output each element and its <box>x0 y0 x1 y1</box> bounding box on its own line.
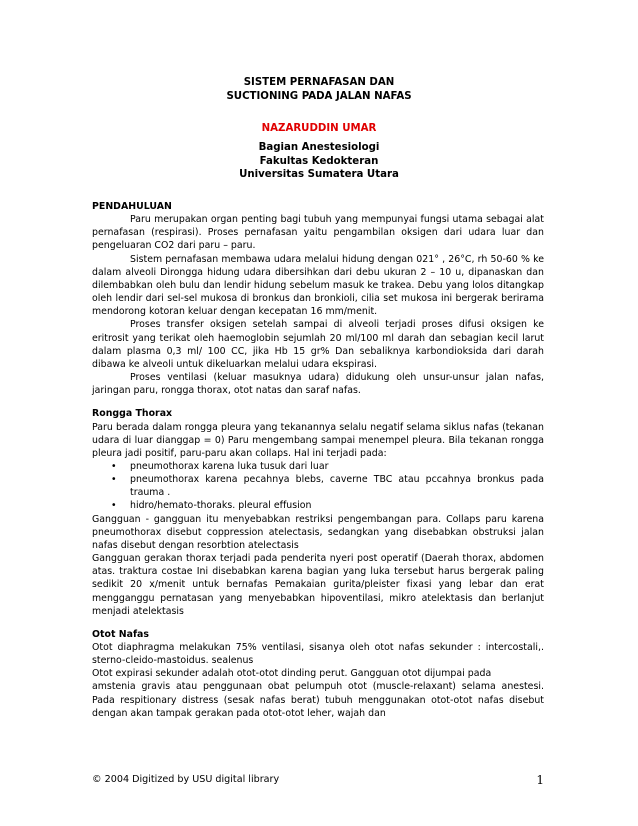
list-item <box>111 499 544 512</box>
paragraph: amstenia gravis atau penggunaan obat pelumpuh otot (muscle-relaxant) selama anestesi. Pada respitionary distress (sesak nafas berat) tubuh menggunakan otot-otot nafas disebut dengan akan tampak gerakan pada otot-otot leher, wajah dan <box>92 681 544 719</box>
paragraph: Otot diaphragma melakukan 75% ventilasi, sisanya oleh otot nafas sekunder : intercostali,. sterno-cleido-mastoidus. sealenus <box>92 642 544 667</box>
page-number: 1 <box>536 773 544 787</box>
list-item <box>111 473 544 499</box>
section-heading-rongga-thorax: Rongga Thorax <box>92 408 173 420</box>
page-footer <box>92 774 544 785</box>
author-name: NAZARUDDIN UMAR <box>261 123 377 134</box>
section-heading-pendahuluan: PENDAHULUAN <box>92 201 172 212</box>
affiliation-university: Universitas Sumatera Utara <box>239 169 399 180</box>
paragraph: Sistem pernafasan membawa udara melalui hidung dengan 021° , 26°C, rh 50-60 % ke dalam alveoli Dirongga hidung udara dibersihkan dari debu ukuran 2 – 10 u, dipanaskan dan dilembabkan oleh bulu dan lendir hidung sebelum masuk ke trakea. Debu yang lolos ditangkap oleh lendir dari sel-sel mukosa di bronkus dan bronkioli, cilia set mukosa ini bergerak berirama mendorong kotoran keluar dengan kecepatan 16 mm/menit. <box>92 253 544 318</box>
section-spacer <box>92 397 544 407</box>
affiliation-department: Bagian Anestesiologi <box>258 142 380 153</box>
bullet-icon: • <box>111 500 117 512</box>
paragraph: Proses ventilasi (keluar masuknya udara) didukung oleh unsur-unsur jalan nafas, jaringan paru, rongga thorax, otot natas dan saraf nafas. <box>92 372 544 397</box>
list-item-text: pneumothorax karena pecahnya blebs, caverne TBC atau pccahnya bronkus pada trauma . <box>130 474 544 499</box>
list-item <box>111 460 544 473</box>
affiliation <box>0 141 638 182</box>
paragraph: Proses transfer oksigen setelah sampai di alveoli terjadi proses difusi oksigen ke eritrosit yang terikat oleh haemoglobin sejumlah 20 ml/100 ml darah dan sebagian kecil larut dalam plasma 0,3 ml/ 100 CC, jika Hb 15 gr% Dan sebaliknya karbondioksida dari darah dibawa ke alveoli untuk dikeluarkan melalui udara ekspirasi. <box>92 319 544 370</box>
section-spacer <box>92 618 544 628</box>
paragraph: Otot expirasi sekunder adalah otot-otot dinding perut. Gangguan otot dijumpai pada <box>92 668 492 680</box>
paragraph: Paru berada dalam rongga pleura yang tekanannya selalu negatif selama siklus nafas (tekanan udara di luar dianggap = 0) Paru mengembang sampai menempel pleura. Bila tekanan rongga pleura jadi positif, paru-paru akan collaps. Hal ini terjadi pada: <box>92 421 544 459</box>
paragraph: Paru merupakan organ penting bagi tubuh yang mempunyai fungsi utama sebagai alat pernafasan (respirasi). Proses pernafasan yaitu pengambilan oksigen dari udara luar dan pengeluaran CO2 dari paru – paru. <box>92 214 544 252</box>
section-heading-otot-nafas: Otot Nafas <box>92 628 149 640</box>
document-title <box>0 76 638 103</box>
document-body <box>92 200 544 720</box>
bullet-list <box>92 460 544 513</box>
bullet-icon: • <box>111 474 117 486</box>
title-line: SISTEM PERNAFASAN DAN <box>243 77 395 88</box>
paragraph: Gangguan - gangguan itu menyebabkan restriksi pengembangan para. Collaps paru karena pneumothorax disebut coppression atelectasis, sedangkan yang disebabkan obstruksi jalan nafas disebut dengan resorbtion atelectasis <box>92 513 544 551</box>
affiliation-faculty: Fakultas Kedokteran <box>259 155 379 167</box>
bullet-icon: • <box>111 460 117 472</box>
list-item-text: pneumothorax karena luka tusuk dari luar <box>130 460 329 472</box>
copyright-notice: © 2004 Digitized by USU digital library <box>92 774 280 785</box>
list-item-text: hidro/hemato-thoraks. pleural effusion <box>130 500 312 512</box>
title-line: SUCTIONING PADA JALAN NAFAS <box>226 90 412 102</box>
paragraph: Gangguan gerakan thorax terjadi pada penderita nyeri post operatif (Daerah thorax, abdomen atas. traktura costae Ini disebabkan karena bagian yang luka tersebut harus bergerak paling sedikit 20 x/menit untuk bernafas Pemakaian gurita/pleister fixasi yang lebar dan erat mengganggu pernatasan yang menyebabkan hipoventilasi, mikro atelektasis dan berlanjut menjadi atelektasis <box>92 553 544 617</box>
